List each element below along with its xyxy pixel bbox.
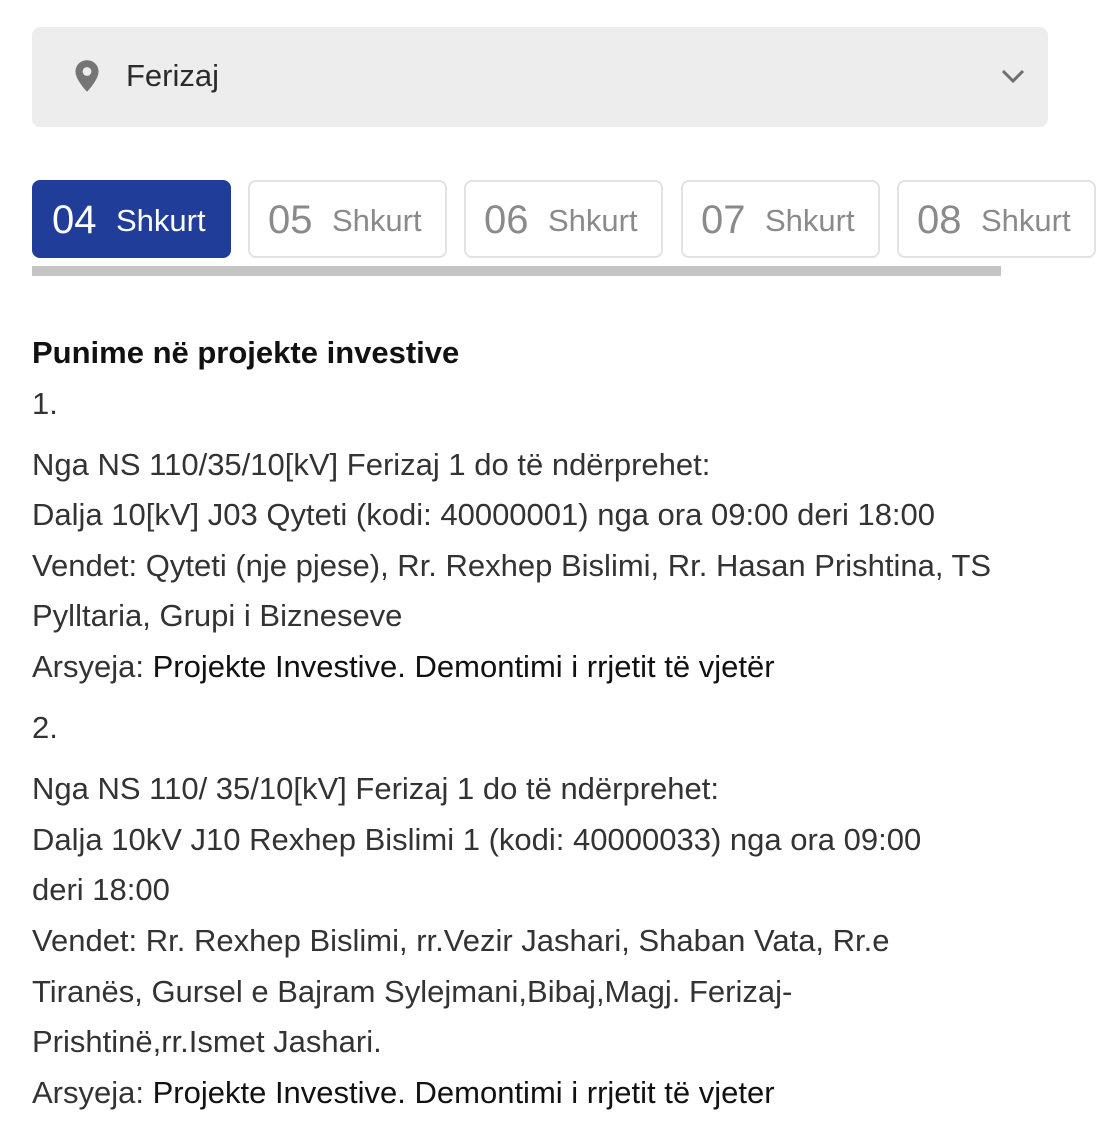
item-places-line: Tiranës, Gursel e Bajram Sylejmani,Bibaj,Magj. Ferizaj- bbox=[32, 974, 793, 1009]
item-places-line: Vendet: Rr. Rexhep Bislimi, rr.Vezir Jashari, Shaban Vata, Rr.e bbox=[32, 923, 890, 958]
date-tab-day: 05 bbox=[268, 198, 313, 242]
date-tab-day: 06 bbox=[484, 198, 529, 242]
item-reason-value: Projekte Investive. Demontimi i rrjetit të vjetër bbox=[152, 649, 775, 684]
date-tab-07[interactable] bbox=[681, 180, 880, 258]
chevron-down-icon[interactable] bbox=[998, 64, 1028, 88]
map-pin-icon bbox=[72, 59, 102, 93]
date-tab-04[interactable] bbox=[32, 180, 231, 258]
date-tabs bbox=[32, 180, 1071, 260]
item-number: 1. bbox=[32, 386, 58, 421]
item-places-line: Pylltaria, Grupi i Bizneseve bbox=[32, 598, 403, 633]
item-feeder-line: Dalja 10[kV] J03 Qyteti (kodi: 40000001) nga ora 09:00 deri 18:00 bbox=[32, 497, 936, 532]
date-tabs-scrollbar[interactable] bbox=[32, 266, 1001, 276]
item-reason-label: Arsyeja: bbox=[32, 649, 153, 684]
date-tab-day: 07 bbox=[701, 198, 746, 242]
item-number: 2. bbox=[32, 710, 58, 745]
item-reason-value: Projekte Investive. Demontimi i rrjetit të vjeter bbox=[152, 1075, 775, 1110]
item-places-line: Prishtinë,rr.Ismet Jashari. bbox=[32, 1024, 382, 1059]
date-tab-month: Shkurt bbox=[981, 203, 1071, 238]
item-from-line: Nga NS 110/ 35/10[kV] Ferizaj 1 do të ndërprehet: bbox=[32, 771, 719, 806]
date-tab-day: 08 bbox=[917, 198, 962, 242]
item-reason-label: Arsyeja: bbox=[32, 1075, 153, 1110]
date-tab-month: Shkurt bbox=[548, 203, 638, 238]
date-tab-day: 04 bbox=[52, 198, 97, 242]
item-reason bbox=[32, 647, 775, 687]
item-reason bbox=[32, 1073, 775, 1113]
date-tab-month: Shkurt bbox=[332, 203, 422, 238]
date-tab-month: Shkurt bbox=[765, 203, 855, 238]
section-heading: Punime në projekte investive bbox=[32, 335, 460, 370]
date-tab-05[interactable] bbox=[248, 180, 447, 258]
location-value: Ferizaj bbox=[126, 58, 220, 93]
item-places-line: Vendet: Qyteti (nje pjese), Rr. Rexhep Bislimi, Rr. Hasan Prishtina, TS bbox=[32, 548, 992, 583]
item-feeder-line: deri 18:00 bbox=[32, 872, 170, 907]
date-tab-06[interactable] bbox=[464, 180, 663, 258]
item-feeder-line: Dalja 10kV J10 Rexhep Bislimi 1 (kodi: 40000033) nga ora 09:00 bbox=[32, 822, 922, 857]
date-tab-08[interactable] bbox=[897, 180, 1096, 258]
date-tab-month: Shkurt bbox=[116, 203, 206, 238]
item-from-line: Nga NS 110/35/10[kV] Ferizaj 1 do të ndërprehet: bbox=[32, 447, 711, 482]
